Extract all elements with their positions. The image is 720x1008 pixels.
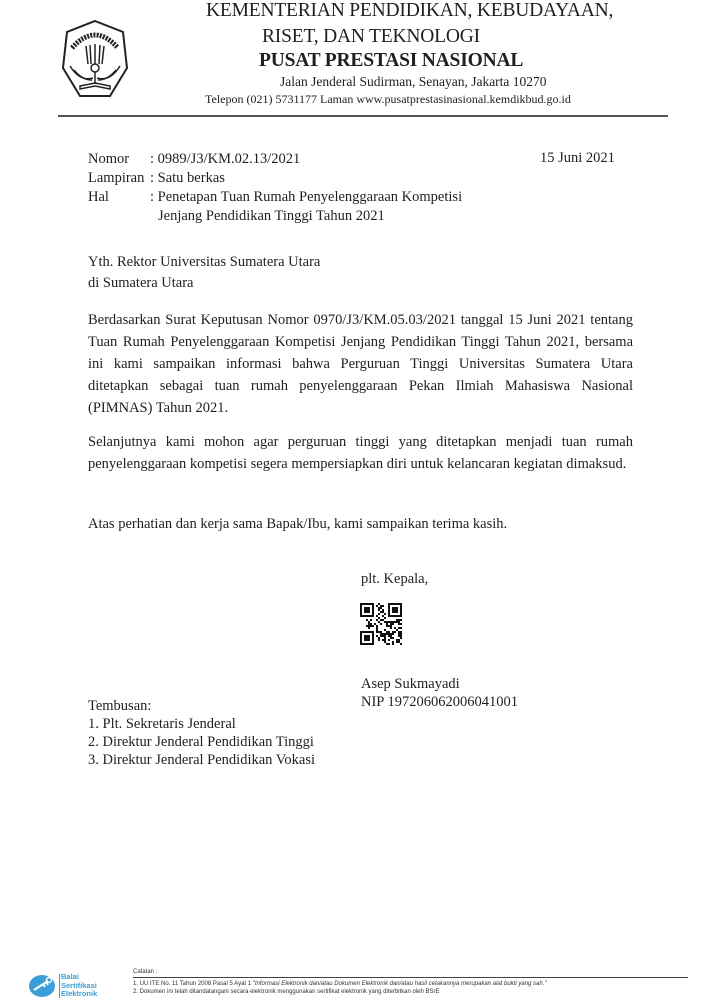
- signature-qr-code: [360, 602, 402, 646]
- body-paragraph-3: Atas perhatian dan kerja sama Bapak/Ibu, kami sampaikan terima kasih.: [88, 516, 508, 532]
- letterhead-address: Jalan Jenderal Sudirman, Senayan, Jakarta 10270: [280, 74, 547, 89]
- letter-date: 15 Juni 2021: [540, 150, 615, 166]
- meta-hal-cont: [88, 207, 462, 226]
- hal-value-line2: Jenjang Pendidikan Tinggi Tahun 2021: [158, 208, 385, 224]
- tembusan: [88, 697, 315, 769]
- bsre-logo: [28, 972, 118, 1002]
- bsre-line2: Sertifikasi: [61, 980, 97, 990]
- tembusan-item: 3. Direktur Jenderal Pendidikan Vokasi: [88, 752, 315, 768]
- footer-notes: [133, 969, 688, 996]
- letterhead-divider: [58, 115, 668, 117]
- recipient-line2: di Sumatera Utara: [88, 275, 194, 291]
- lampiran-value: : Satu berkas: [150, 170, 225, 186]
- tembusan-item: 2. Direktur Jenderal Pendidikan Tinggi: [88, 734, 314, 750]
- signatory-name: Asep Sukmayadi: [361, 676, 460, 692]
- hal-label: Hal: [88, 189, 109, 205]
- note-1-quote: "Informasi Elektronik dan/atau Dokumen Elektronik dan/atau hasil cetakannya merupakan alat bukti yang sah.": [252, 981, 547, 987]
- tembusan-label: Tembusan:: [88, 698, 152, 714]
- notes-title: Catatan :: [133, 969, 688, 978]
- nomor-label: Nomor: [88, 151, 130, 167]
- meta-lampiran: [88, 169, 462, 188]
- ministry-name-line2: RISET, DAN TEKNOLOGI: [262, 26, 480, 47]
- letterhead-contact: Telepon (021) 5731177 Laman www.pusatprestasinasional.kemdikbud.go.id: [205, 92, 571, 106]
- signatory-nip: NIP 197206062006041001: [361, 694, 518, 710]
- meta-nomor: [88, 150, 462, 169]
- lampiran-label: Lampiran: [88, 170, 145, 186]
- letter-meta: [88, 150, 462, 226]
- recipient: [88, 252, 320, 294]
- bsre-line3: Elektronik: [61, 989, 98, 998]
- note-1-prefix: 1. UU ITE No. 11 Tahun 2008 Pasal 5 Ayat 1: [133, 981, 253, 987]
- body-paragraph-2: Selanjutnya kami mohon agar perguruan tinggi yang ditetapkan menjadi tuan rumah penyelenggaraan kompetisi segera mempersiapkan diri untuk kelancaran kegiatan dimaksud.: [88, 434, 633, 472]
- recipient-line1: Yth. Rektor Universitas Sumatera Utara: [88, 254, 321, 270]
- tembusan-item: 1. Plt. Sekretaris Jenderal: [88, 716, 236, 732]
- note-1: [133, 980, 688, 988]
- hal-value-line1: : Penetapan Tuan Rumah Penyelenggaraan Kompetisi: [150, 189, 463, 205]
- body-paragraph-1: Berdasarkan Surat Keputusan Nomor 0970/J3/KM.05.03/2021 tanggal 15 Juni 2021 tentang Tuan Rumah Penyelenggaraan Kompetisi Jenjang Pendidikan Tinggi Tahun 2021, bersama ini kami sampaikan informasi bahwa Perguruan Tinggi Universitas Sumatera Utara ditetapkan sebagai tuan rumah penyelenggaraan Pekan Ilmiah Mahasiswa Nasional (PIMNAS) Tahun 2021.: [88, 312, 633, 416]
- nomor-value: : 0989/J3/KM.02.13/2021: [150, 151, 301, 167]
- ministry-name-line1: KEMENTERIAN PENDIDIKAN, KEBUDAYAAN,: [206, 0, 614, 21]
- bsre-emblem-icon: [28, 973, 58, 999]
- unit-name: PUSAT PRESTASI NASIONAL: [259, 50, 524, 71]
- signatory-title: plt. Kepala,: [361, 571, 429, 587]
- bsre-line1: Balai: [61, 972, 79, 981]
- bsre-divider: [59, 974, 60, 998]
- meta-hal: [88, 188, 462, 207]
- bsre-wordmark: [61, 973, 97, 999]
- note-2: 2. Dokumen ini telah ditandatangani secara elektronik menggunakan sertifikat elektronik yang diterbitkan oleh BSrE: [133, 989, 440, 995]
